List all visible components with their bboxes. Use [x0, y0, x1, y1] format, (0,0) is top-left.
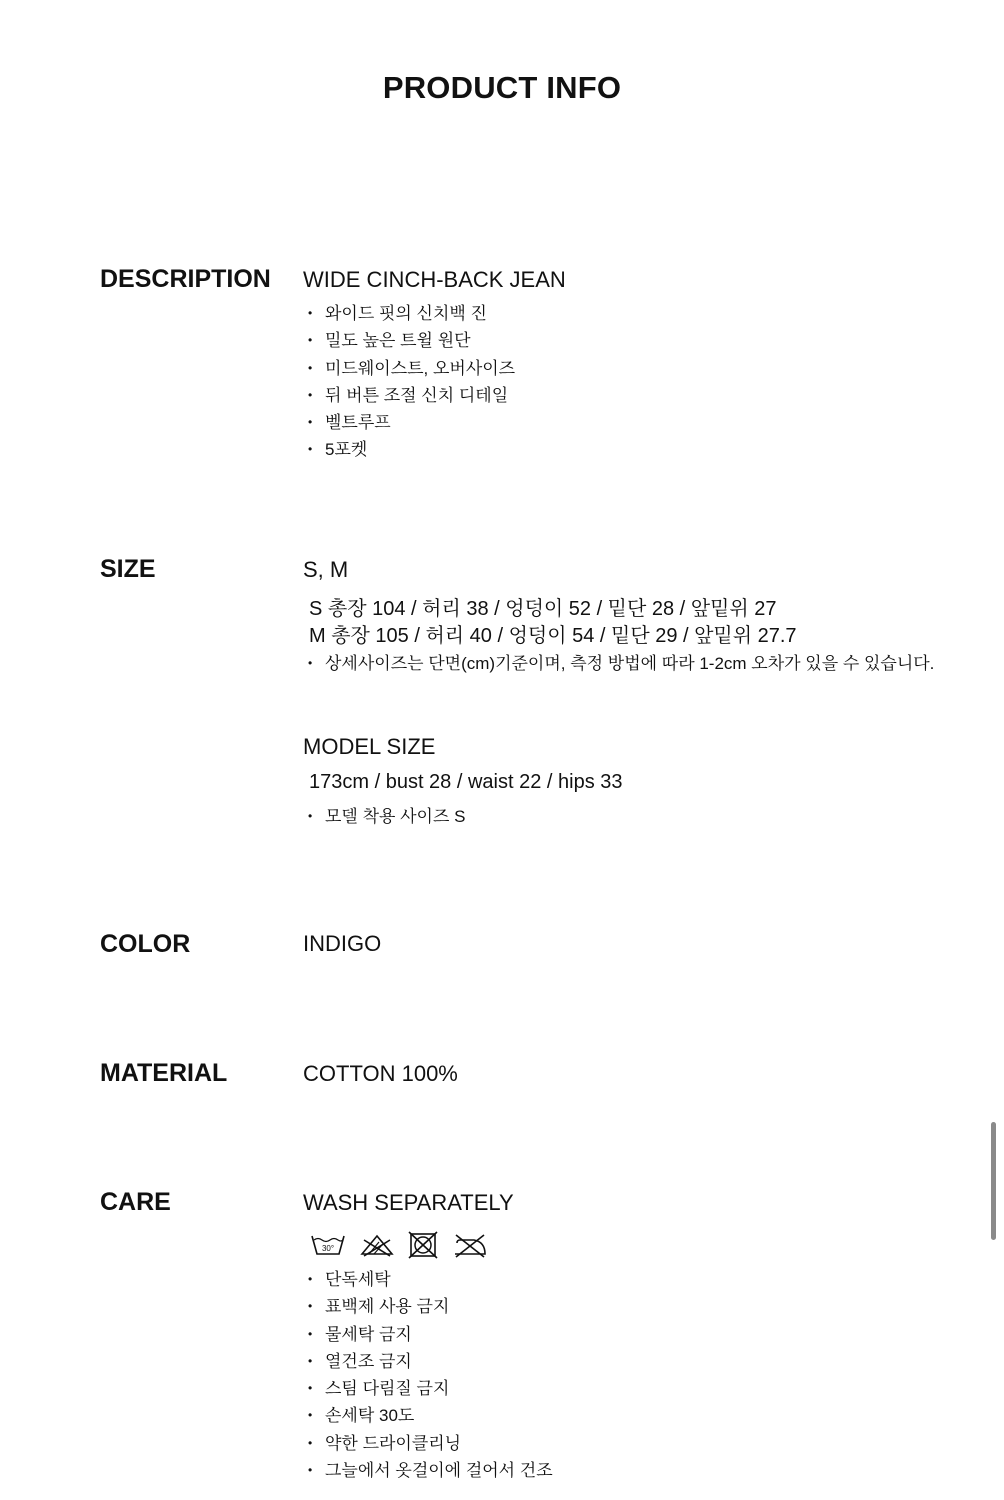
care-label: CARE	[100, 1188, 171, 1216]
model-size-note-list	[308, 803, 465, 830]
care-icons	[310, 1229, 488, 1261]
description-bullet: • 벨트루프	[308, 409, 515, 436]
size-heading: S, M	[303, 557, 349, 582]
care-bullet: • 그늘에서 옷걸이에 걸어서 건조	[308, 1457, 553, 1484]
size-label: SIZE	[100, 555, 156, 583]
description-bullet: • 밀도 높은 트윌 원단	[308, 327, 515, 354]
description-label: DESCRIPTION	[100, 265, 271, 293]
care-bullet-list	[308, 1266, 553, 1484]
care-bullet: • 스팀 다림질 금지	[308, 1375, 553, 1402]
care-bullet: • 손세탁 30도	[308, 1402, 553, 1429]
description-bullet: • 미드웨이스트, 오버사이즈	[308, 355, 515, 382]
size-measurement-s: S 총장 104 / 허리 38 / 엉덩이 52 / 밑단 28 / 앞밑위 27	[309, 598, 777, 620]
description-bullet: • 와이드 핏의 신치백 진	[308, 300, 515, 327]
care-bullet: • 표백제 사용 금지	[308, 1293, 553, 1320]
no-bleach-icon	[360, 1232, 394, 1258]
care-bullet: • 단독세탁	[308, 1266, 553, 1293]
model-size-heading: MODEL SIZE	[303, 734, 436, 759]
care-bullet: • 물세탁 금지	[308, 1321, 553, 1348]
color-value: INDIGO	[303, 931, 382, 956]
page-title: PRODUCT INFO	[382, 70, 622, 105]
size-note-list	[308, 650, 934, 677]
description-bullet: • 뒤 버튼 조절 신치 디테일	[308, 382, 515, 409]
model-size-measurements: 173cm / bust 28 / waist 22 / hips 33	[309, 771, 623, 793]
no-steam-iron-icon	[452, 1232, 488, 1258]
care-heading: WASH SEPARATELY	[303, 1190, 514, 1215]
material-value: COTTON 100%	[303, 1061, 458, 1086]
size-note: • 상세사이즈는 단면(cm)기준이며, 측정 방법에 따라 1-2cm 오차가 있을 수 있습니다.	[308, 650, 934, 677]
care-bullet: • 열건조 금지	[308, 1348, 553, 1375]
hand-wash-30-icon	[310, 1232, 346, 1258]
model-size-note: • 모델 착용 사이즈 S	[308, 803, 465, 830]
scrollbar-thumb[interactable]	[991, 1122, 996, 1240]
wash-temperature: 30°	[321, 1244, 335, 1253]
material-label: MATERIAL	[100, 1059, 228, 1087]
care-bullet: • 약한 드라이클리닝	[308, 1430, 553, 1457]
no-tumble-dry-icon	[408, 1231, 438, 1259]
size-measurement-m: M 총장 105 / 허리 40 / 엉덩이 54 / 밑단 29 / 앞밑위 27.7	[309, 625, 797, 647]
description-bullet: • 5포켓	[308, 436, 515, 463]
description-bullet-list	[308, 300, 515, 464]
color-label: COLOR	[100, 930, 191, 958]
description-heading: WIDE CINCH-BACK JEAN	[303, 267, 566, 292]
